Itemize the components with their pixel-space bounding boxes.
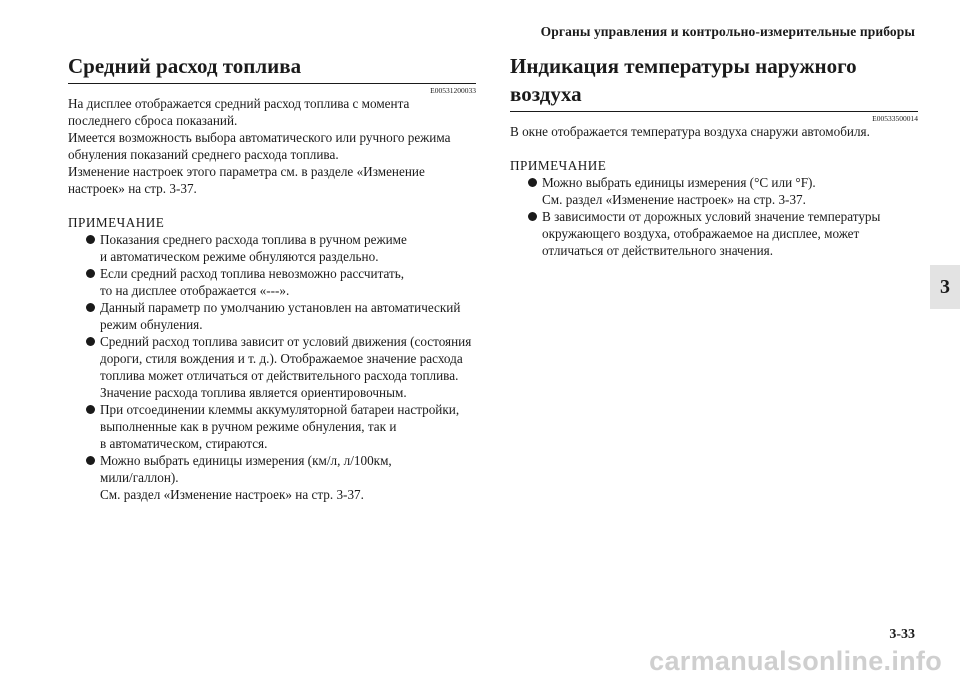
note-item <box>68 452 476 503</box>
bullet-icon <box>86 235 95 244</box>
bullet-icon <box>528 212 537 221</box>
bullet-icon <box>86 405 95 414</box>
note-item <box>68 299 476 333</box>
section-code: E00531200033 <box>430 86 476 95</box>
note-list <box>510 174 918 259</box>
note-item <box>68 333 476 401</box>
note-title: ПРИМЕЧАНИЕ <box>510 158 607 173</box>
section-code: E00533500014 <box>872 114 918 123</box>
note-item <box>510 174 918 208</box>
note-title: ПРИМЕЧАНИЕ <box>68 215 165 230</box>
chapter-tab: 3 <box>930 265 960 309</box>
note-text: Можно выбрать единицы измерения (°C или °F). См. раздел «Изменение настроек» на стр. 3-37. <box>542 175 816 207</box>
note-text: Если средний расход топлива невозможно рассчитать, то на дисплее отображается «---». <box>100 266 405 298</box>
watermark: carmanualsonline.info <box>649 646 942 676</box>
note-text: Данный параметр по умолчанию установлен на автоматический режим обнуления. <box>100 300 461 332</box>
note-text: Показания среднего расхода топлива в ручном режиме и автоматическом режиме обнуляются раздельно. <box>100 232 407 264</box>
paragraph: В окне отображается температура воздуха снаружи автомобиля. <box>510 124 870 139</box>
note-list <box>68 231 476 503</box>
section-title: Средний расход топлива <box>68 52 476 84</box>
note-item <box>68 231 476 265</box>
page-header: Органы управления и контрольно-измерительные приборы <box>540 24 915 39</box>
paragraph: Имеется возможность выбора автоматического или ручного режима обнуления показаний среднего расхода топлива. <box>68 130 451 162</box>
note-text: При отсоединении клеммы аккумуляторной батареи настройки, выполненные как в ручном режиме обнуления, так и в автоматическом, стираются. <box>100 402 460 451</box>
bullet-icon <box>86 337 95 346</box>
paragraph: Изменение настроек этого параметра см. в разделе «Изменение настроек» на стр. 3-37. <box>68 164 425 196</box>
paragraph: На дисплее отображается средний расход топлива с момента последнего сброса показаний. <box>68 96 410 128</box>
bullet-icon <box>86 269 95 278</box>
note-text: Можно выбрать единицы измерения (км/л, л/100км, мили/галлон). См. раздел «Изменение настроек» на стр. 3-37. <box>100 453 392 502</box>
note-text: В зависимости от дорожных условий значение температуры окружающего воздуха, отображаемое на дисплее, может отличаться от действительного значения. <box>542 209 881 258</box>
note-item <box>68 401 476 452</box>
section-title: Индикация температуры наружного воздуха <box>510 52 918 112</box>
bullet-icon <box>528 178 537 187</box>
note-item <box>68 265 476 299</box>
section-outside-temperature <box>510 52 918 259</box>
page-number: 3-33 <box>889 627 915 642</box>
note-item <box>510 208 918 259</box>
bullet-icon <box>86 303 95 312</box>
bullet-icon <box>86 456 95 465</box>
note-text: Средний расход топлива зависит от условий движения (состояния дороги, стиля вождения и т. д.). Отображаемое значение расхода топлива может отличаться от действительного расхода топлива. Значение расхода топлива является ориентировочным. <box>100 334 472 400</box>
section-average-fuel <box>68 52 476 503</box>
